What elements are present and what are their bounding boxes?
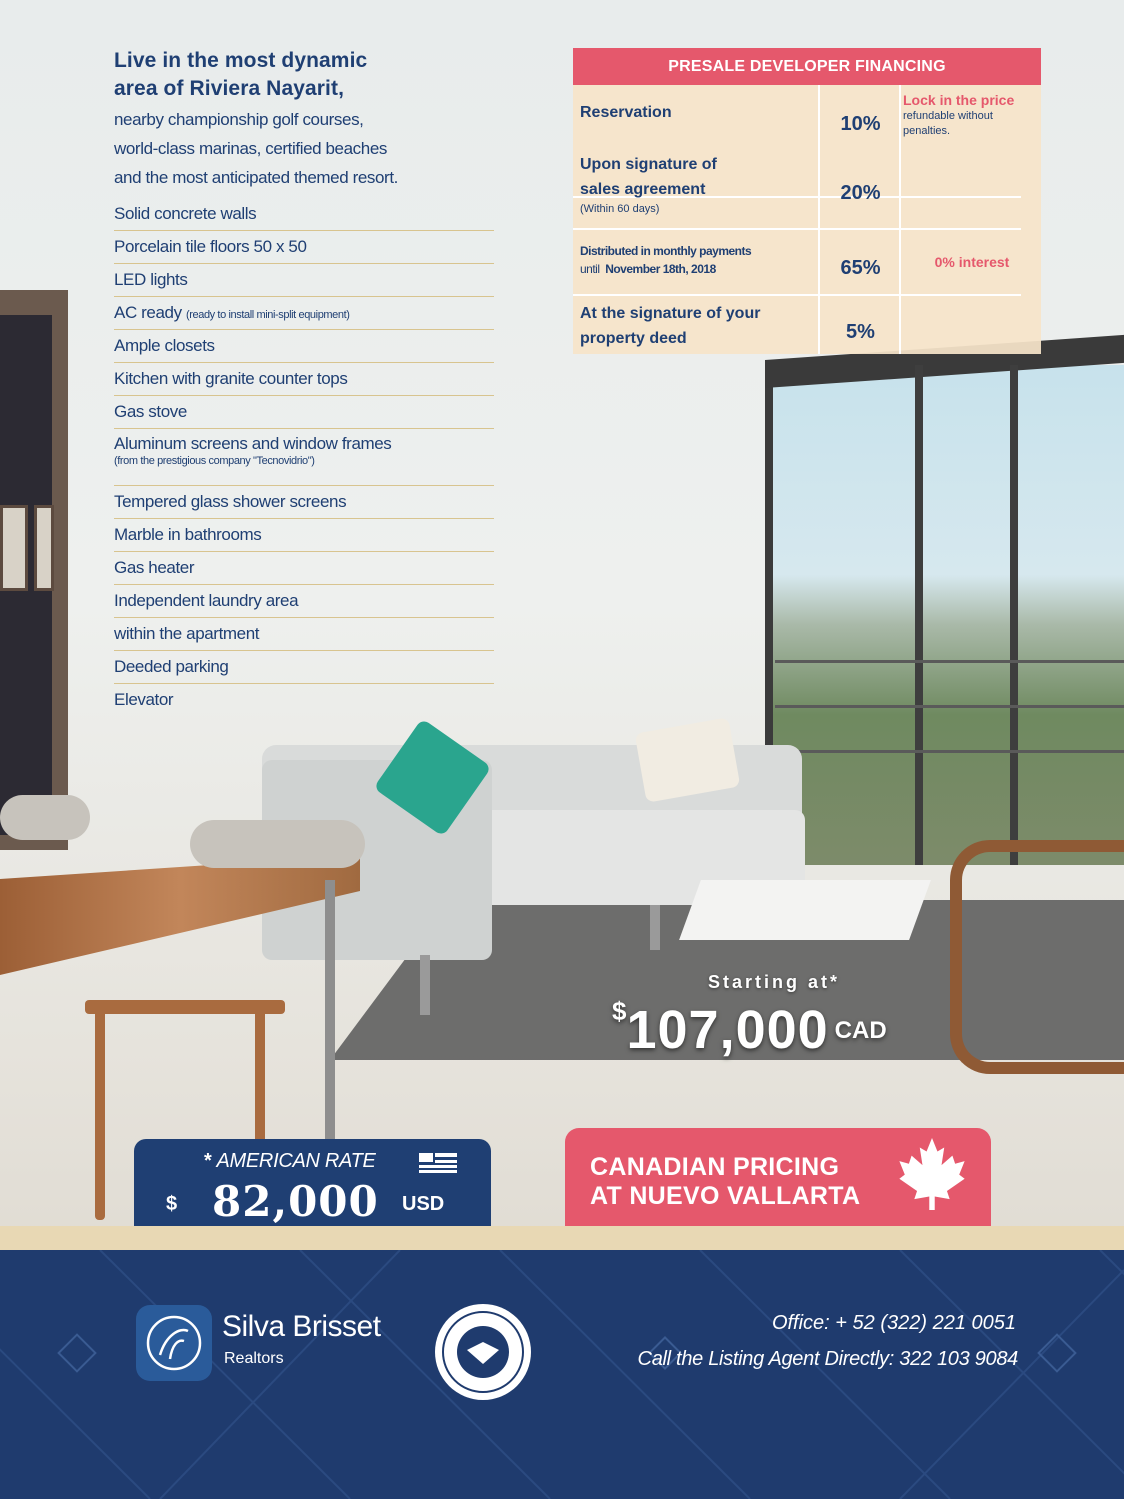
intro-body <box>114 105 514 192</box>
row-note <box>903 91 1041 139</box>
feature-item <box>114 429 494 486</box>
balcony-window <box>765 365 1124 865</box>
cad-currency: $ <box>612 996 627 1026</box>
row-label-line: At the signature of your <box>580 305 761 322</box>
row-label-line: sales agreement <box>580 181 706 198</box>
feature-list <box>114 198 494 716</box>
american-rate-box <box>134 1139 491 1227</box>
feature-note: (from the prestigious company "Tecnovidrio") <box>114 455 315 467</box>
row-label: Reservation <box>580 104 672 121</box>
window-mullion <box>1010 365 1018 865</box>
table-divider <box>573 228 1021 230</box>
silva-brisset-logo-icon <box>136 1305 212 1381</box>
starting-at-label: Starting at* <box>708 972 841 992</box>
intro-headline-line: Live in the most dynamic <box>114 49 368 72</box>
financing-row-signature <box>573 152 1041 228</box>
financing-title: PRESALE DEVELOPER FINANCING <box>573 48 1041 85</box>
feature-item: Porcelain tile floors 50 x 50 <box>114 231 494 264</box>
feature-item <box>114 297 494 330</box>
usd-amount: 82,000 <box>212 1177 379 1226</box>
row-label-line: Upon signature of <box>580 156 717 173</box>
feature-item: Elevator <box>114 690 174 709</box>
chair-back <box>0 795 90 840</box>
usd-unit: USD <box>402 1193 445 1215</box>
canadian-pricing-box <box>565 1128 991 1228</box>
usd-currency: $ <box>166 1193 178 1215</box>
footer <box>0 1250 1124 1499</box>
row-label-small: (Within 60 days) <box>580 203 660 215</box>
row-label <box>580 301 760 351</box>
table-leg <box>325 880 335 1140</box>
intro-headline-line: area of Riviera Nayarit, <box>114 77 345 100</box>
interest-note: 0% interest <box>934 254 1010 270</box>
row-label <box>580 152 717 216</box>
maple-leaf-icon <box>898 1136 966 1212</box>
row-percent: 65% <box>840 257 881 279</box>
row-label-line: Distributed in monthly payments <box>580 244 752 258</box>
financing-row-deed <box>573 301 1041 353</box>
feature-item: Independent laundry area <box>114 585 494 618</box>
lock-price-title: Lock in the price <box>903 92 1015 108</box>
cad-price <box>612 996 887 1061</box>
feature-main: AC ready <box>114 303 182 322</box>
sofa-leg <box>420 955 430 1015</box>
cad-amount: 107,000 <box>626 1000 829 1060</box>
certification-seal-icon <box>433 1302 533 1402</box>
feature-item: Solid concrete walls <box>114 198 494 231</box>
feature-item: Ample closets <box>114 330 494 363</box>
feature-item: LED lights <box>114 264 494 297</box>
feature-item: Deeded parking <box>114 651 494 684</box>
feature-item: Gas stove <box>114 396 494 429</box>
feature-item: within the apartment <box>114 618 494 651</box>
intro-body-line: nearby championship golf courses, <box>114 110 364 129</box>
feature-note: (ready to install mini-split equipment) <box>186 309 350 321</box>
feature-item: Gas heater <box>114 552 494 585</box>
intro-block <box>114 47 514 192</box>
intro-headline <box>114 47 514 103</box>
logo-subtitle: Realtors <box>224 1350 284 1367</box>
window-mullion <box>915 365 923 865</box>
armchair <box>950 840 1124 1074</box>
row-label-line <box>580 260 751 278</box>
us-flag-icon <box>419 1153 457 1173</box>
intro-body-line: world-class marinas, certified beaches <box>114 139 387 158</box>
logo-name: Silva Brisset <box>222 1310 381 1343</box>
office-phone[interactable]: Office: + 52 (322) 221 0051 <box>771 1312 1016 1334</box>
cad-unit: CAD <box>834 1017 887 1044</box>
wall-frame <box>34 505 54 591</box>
sofa-leg <box>650 905 660 950</box>
chair-back <box>190 820 365 868</box>
feature-item: Marble in bathrooms <box>114 519 494 552</box>
chair-leg <box>95 1010 105 1220</box>
asterisk: * <box>204 1150 212 1172</box>
row-percent: 20% <box>840 182 881 204</box>
financing-table <box>573 48 1041 354</box>
feature-item: Tempered glass shower screens <box>114 486 494 519</box>
financing-row-monthly <box>573 242 1041 292</box>
feature-main: Aluminum screens and window frames <box>114 434 392 453</box>
table-divider <box>573 294 1021 296</box>
canadian-pricing-line: AT NUEVO VALLARTA <box>590 1182 861 1210</box>
american-rate-text: AMERICAN RATE <box>216 1150 376 1172</box>
feature-item: Kitchen with granite counter tops <box>114 363 494 396</box>
row-label-until: until <box>580 262 600 276</box>
wall-frame <box>0 505 28 591</box>
agent-phone[interactable]: Call the Listing Agent Directly: 322 103 9084 <box>637 1348 1018 1370</box>
balcony-rail <box>775 705 1124 708</box>
intro-body-line: and the most anticipated themed resort. <box>114 168 398 187</box>
row-percent: 5% <box>846 321 875 343</box>
row-label-date: November 18th, 2018 <box>605 262 716 276</box>
balcony-rail <box>775 660 1124 663</box>
american-rate-label <box>204 1150 376 1173</box>
gold-divider <box>0 1226 1124 1250</box>
financing-row-reservation <box>573 85 1041 159</box>
row-label-line: property deed <box>580 330 687 347</box>
coffee-table <box>679 880 931 940</box>
balcony-rail <box>775 750 1124 753</box>
lock-price-note: refundable without penalties. <box>903 110 993 137</box>
row-label <box>580 242 751 278</box>
row-percent: 10% <box>840 113 881 135</box>
canadian-pricing-line: CANADIAN PRICING <box>590 1153 840 1181</box>
